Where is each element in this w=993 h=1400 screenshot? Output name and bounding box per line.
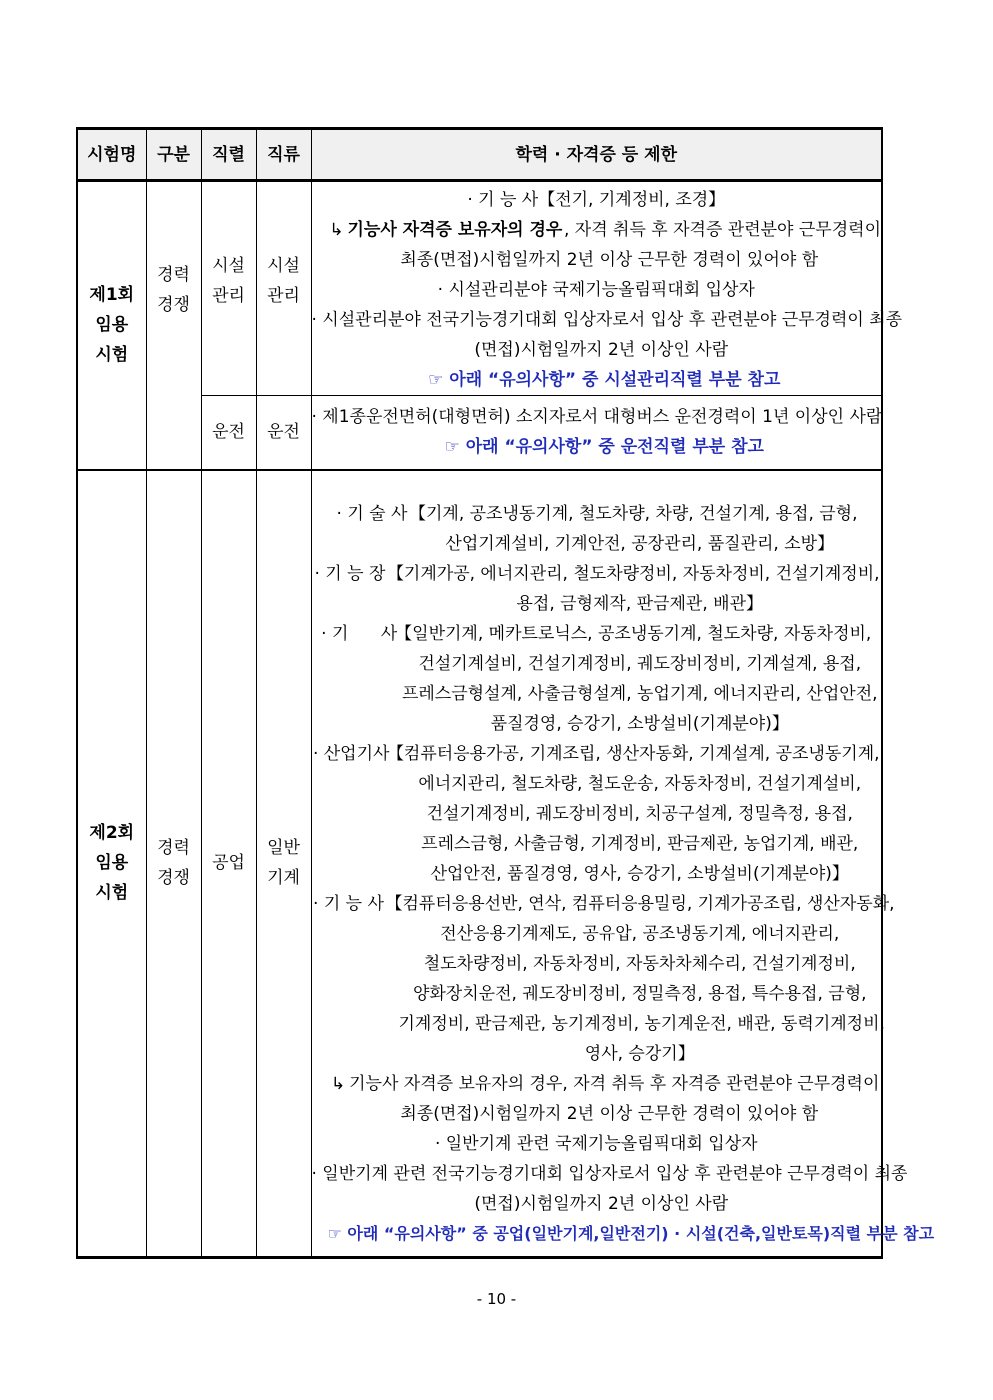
duty-general-machinery: 일반 기계	[256, 470, 311, 1258]
header-restriction: 학력 · 자격증 등 제한	[311, 129, 882, 181]
restriction-facility: · 기 능 사【전기, 기계정비, 조경】 ↳ 기능사 자격증 보유자의 경우 , 자격 취득 후 자격증 관련분야 근무경력이 최종(면접)시험일까지 2년 이상 근무한 경력이 있어야 함 · 시설관리분야 국제기능올림픽대회 입상자 · 시설관리분야 전국기능경기대회 입상자로서 입상 후 관련분야 근무경력이 최종 (면접)시험일까지 2년 이상인 사람 ☞ 아래 “유의사항” 중 시설관리직렬 부분 참고	[311, 181, 882, 396]
note-facility: ☞ 아래 “유의사항” 중 시설관리직렬 부분 참고	[428, 370, 781, 390]
header-duty: 직류	[256, 129, 311, 181]
type-round2: 경력 경쟁	[146, 470, 201, 1258]
type-round1: 경력 경쟁	[146, 181, 201, 470]
duty-facility: 시설 관리	[256, 181, 311, 396]
table-row	[77, 470, 882, 1258]
restriction-general-machinery: · 기 술 사【기계, 공조냉동기계, 철도차량, 차량, 건설기계, 용접, 금형, 산업기계설비, 기계안전, 공장관리, 품질관리, 소방】 · 기 능 장【기계가공, 에너지관리, 철도차량정비, 자동차정비, 건설기계정비, 용접, 금형제작, 판금제관, 배관】 · 기 사【일반기계, 메카트로닉스, 공조냉동기계, 철도차량, 자동차정비, 건설기계설비, 건설기계정비, 궤도장비정비, 기계설계, 용접, 프레스금형설계, 사출금형설계, 농업기계, 에너지관리, 산업안전, 품질경영, 승강기, 소방설비(기계분야)】 · 산업기사【컴퓨터응용가공, 기계조립, 생산자동화, 기계설계, 공조냉동기계, 에너지관리, 철도차량, 철도운송, 자동차정비, 건설기계설비, 건설기계정비, 궤도장비정비, 치공구설계, 정밀측정, 용접, 프레스금형, 사출금형, 기계정비, 판금제관, 농업기계, 배관, 산업안전, 품질경영, 영사, 승강기, 소방설비(기계분야)】 · 기 능 사【컴퓨터응용선반, 연삭, 컴퓨터응용밀링, 기계가공조립, 생산자동화, 전산응용기계제도, 공유압, 공조냉동기계, 에너지관리, 철도차량정비, 자동차정비, 자동차차체수리, 건설기계정비, 양화장치운전, 궤도장비정비, 정밀측정, 용접, 특수용접, 금형, 기계정비, 판금제관, 농기계정비, 농기계운전, 배관, 동력기계정비, 영사, 승강기】 ↳ 기능사 자격증 보유자의 경우, 자격 취득 후 자격증 관련분야 근무경력이 최종(면접)시험일까지 2년 이상 근무한 경력이 있어야 함 · 일반기계 관련 국제기능올림픽대회 입상자 · 일반기계 관련 전국기능경기대회 입상자로서 입상 후 관련분야 근무경력이 최종 (면접)시험일까지 2년 이상인 사람 ☞ 아래 “유의사항” 중 공업(일반기계,일반전기) · 시설(건축,일반토목)직렬 부분 참고	[311, 470, 882, 1258]
page-number: - 10 -	[476, 1290, 517, 1308]
note-general-machinery: ☞ 아래 “유의사항” 중 공업(일반기계,일반전기) · 시설(건축,일반토목)직렬 부분 참고	[327, 1224, 935, 1244]
restriction-driving: · 제1종운전면허(대형면허) 소지자로서 대형버스 운전경력이 1년 이상인 사람 ☞ 아래 “유의사항” 중 운전직렬 부분 참고	[311, 396, 882, 470]
restriction-table	[76, 127, 935, 1259]
job-industrial: 공업	[201, 470, 256, 1258]
job-facility: 시설 관리	[201, 181, 256, 396]
table-row	[77, 181, 882, 396]
header-exam: 시험명	[77, 129, 146, 181]
note-driving: ☞ 아래 “유의사항” 중 운전직렬 부분 참고	[444, 437, 764, 458]
header-job: 직렬	[201, 129, 256, 181]
table-header-row	[77, 129, 882, 181]
exam-round2: 제2회 임용 시험	[77, 470, 146, 1258]
duty-driving: 운전	[256, 396, 311, 470]
exam-round1: 제1회 임용 시험	[77, 181, 146, 470]
header-type: 구분	[146, 129, 201, 181]
job-driving: 운전	[201, 396, 256, 470]
